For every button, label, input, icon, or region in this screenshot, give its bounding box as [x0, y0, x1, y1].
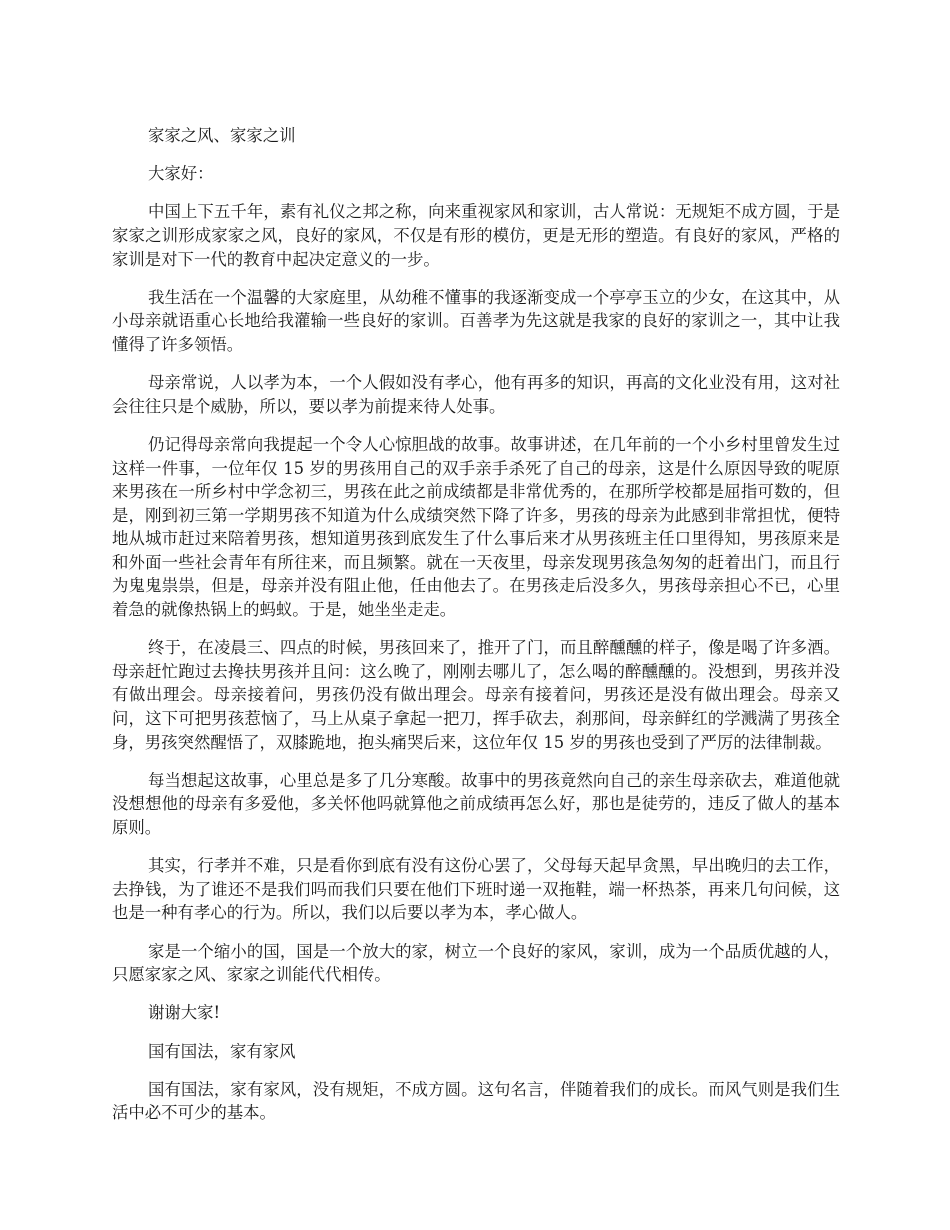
paragraph: 中国上下五千年，素有礼仪之邦之称，向来重视家风和家训，古人常说：无规矩不成方圆，于是家家之训形成家家之风，良好的家风，不仅是有形的模仿，更是无形的塑造。有良好的家风，严格的家训是对下一代的教育中起决定意义的一步。: [112, 202, 840, 269]
paragraph: 仍记得母亲常向我提起一个令人心惊胆战的故事。故事讲述，在几年前的一个小乡村里曾发生过这样一件事，一位年仅 15 岁的男孩用自己的双手亲手杀死了自己的母亲，这是什么原因导致的呢原来男孩在一所乡村中学念初三，男孩在此之前成绩都是非常优秀的，在那所学校都是屈指可数的，但是，刚到初三第一学期男孩不知道为什么成绩突然下降了许多，男孩的母亲为此感到非常担忧，便特地从城市赶过来陪着男孩，想知道男孩到底发生了什么事后来才从男孩班主任口里得知，男孩原来是和外面一些社会青年有所往来，而且频繁。就在一天夜里，母亲发现男孩急匆匆的赶着出门，而且行为鬼鬼祟祟，但是，母亲并没有阻止他，任由他去了。在男孩走后没多久，男孩母亲担心不已，心里着急的就像热锅上的蚂蚁。于是，她坐坐走走。: [112, 434, 840, 620]
document-body: [112, 124, 840, 1140]
paragraph: 国有国法，家有家风，没有规矩，不成方圆。这句名言，伴随着我们的成长。而风气则是我们生活中必不可少的基本。: [112, 1079, 840, 1123]
essay-title: 家家之风、家家之训: [148, 126, 296, 145]
closing-thanks: 谢谢大家!: [148, 1003, 221, 1023]
greeting: 大家好：: [148, 164, 214, 184]
paragraph: 我生活在一个温馨的大家庭里，从幼稚不懂事的我逐渐变成一个亭亭玉立的少女，在这其中，从小母亲就语重心长地给我灌输一些良好的家训。百善孝为先这就是我家的良好的家训之一，其中让我懂得了许多领悟。: [112, 287, 840, 354]
paragraph: 每当想起这故事，心里总是多了几分寒酸。故事中的男孩竟然向自己的亲生母亲砍去，难道他就没想想他的母亲有多爱他，多关怀他吗就算他之前成绩再怎么好，那也是徒劳的，违反了做人的基本原则。: [112, 770, 840, 837]
paragraph: 终于，在凌晨三、四点的时候，男孩回来了，推开了门，而且醉醺醺的样子，像是喝了许多酒。母亲赶忙跑过去搀扶男孩并且问：这么晚了，刚刚去哪儿了，怎么喝的醉醺醺的。没想到，男孩并没有做出理会。母亲接着问，男孩仍没有做出理会。母亲有接着问，男孩还是没有做出理会。母亲又问，这下可把男孩惹恼了，马上从桌子拿起一把刀，挥手砍去，刹那间，母亲鲜红的学溅满了男孩全身，男孩突然醒悟了，双膝跪地，抱头痛哭后来，这位年仅 15 岁的男孩也受到了严厉的法律制裁。: [112, 638, 840, 752]
paragraph: 母亲常说，人以孝为本，一个人假如没有孝心，他有再多的知识，再高的文化业没有用，这对社会往往只是个威胁，所以，要以孝为前提来待人处事。: [112, 373, 840, 416]
section-title: 国有国法，家有家风: [148, 1041, 296, 1061]
paragraph: 其实，行孝并不难，只是看你到底有没有这份心罢了，父母每天起早贪黑，早出晚归的去工作，去挣钱，为了谁还不是我们吗而我们只要在他们下班时递一双拖鞋，端一杯热茶，再来几句问候，这也是一种有孝心的行为。所以，我们以后要以孝为本，孝心做人。: [112, 856, 840, 923]
paragraph: 家是一个缩小的国，国是一个放大的家，树立一个良好的家风，家训，成为一个品质优越的人，只愿家家之风、家家之训能代代相传。: [112, 941, 840, 985]
